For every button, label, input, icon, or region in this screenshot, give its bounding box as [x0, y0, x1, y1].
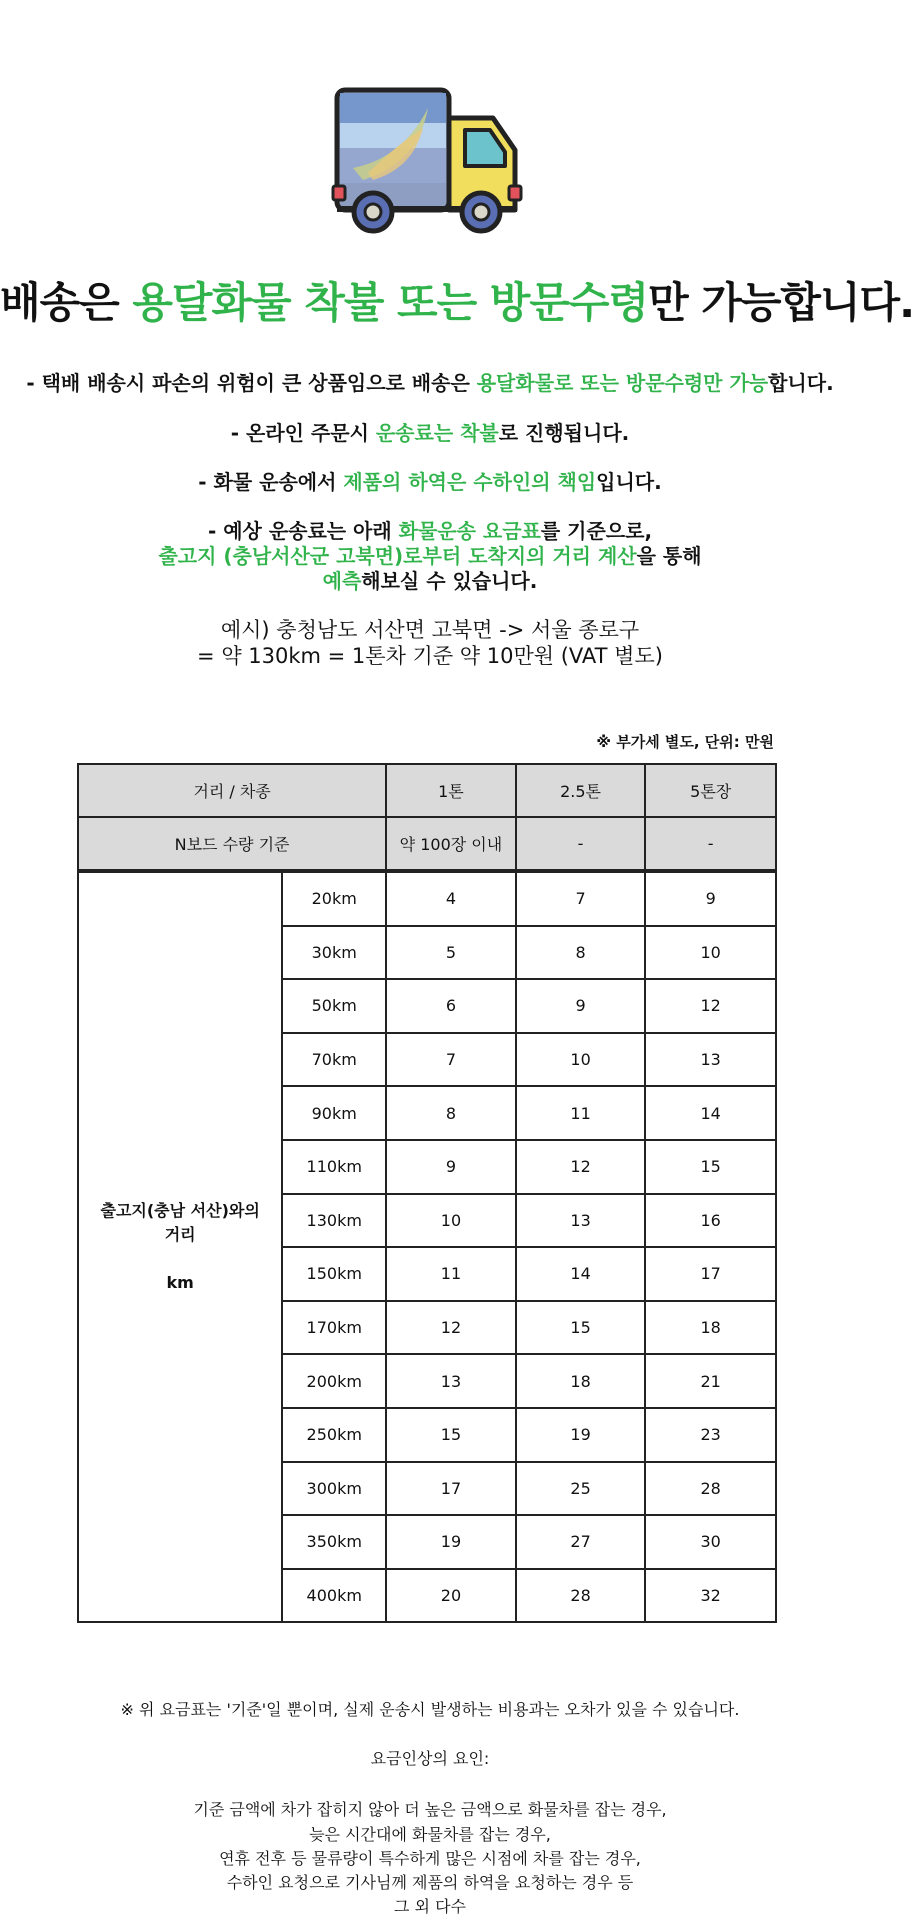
price-factor-4: 수하인 요청으로 기사님께 제품의 하역을 요청하는 경우 등 — [226, 1873, 634, 1892]
header-5ton: 5톤장 — [645, 764, 776, 817]
rate-1ton-cell: 8 — [386, 1086, 516, 1140]
distance-cell: 170km — [282, 1301, 386, 1355]
table-subheader-row — [78, 817, 776, 871]
headline-part1: 배송은 — [0, 278, 133, 327]
example-cost: = 약 130km = 1톤차 기준 약 10만원 (VAT 별도) — [197, 644, 663, 668]
rate-5ton-cell: 32 — [645, 1569, 776, 1623]
price-factor-2: 늦은 시간대에 화물차를 잡는 경우, — [309, 1825, 551, 1844]
rate-5ton-cell: 30 — [645, 1515, 776, 1569]
notice-text: - 온라인 주문시 — [230, 421, 376, 445]
row-label-line1: 출고지(충남 서산)와의 — [100, 1201, 260, 1221]
notice-freight-cod — [0, 417, 860, 446]
notice-text: 을 통해 — [636, 544, 702, 568]
rate-1ton-cell: 6 — [386, 979, 516, 1033]
rate-1ton-cell: 7 — [386, 1033, 516, 1087]
rate-2-5ton-cell: 12 — [516, 1140, 646, 1194]
subheader-2-5ton: - — [516, 817, 646, 871]
distance-row-label — [78, 871, 282, 1622]
notice-text: - 예상 운송료는 아래 — [207, 519, 399, 543]
distance-cell: 250km — [282, 1408, 386, 1462]
distance-cell: 20km — [282, 871, 386, 926]
rate-2-5ton-cell: 28 — [516, 1569, 646, 1623]
table-row — [78, 871, 776, 926]
rate-2-5ton-cell: 15 — [516, 1301, 646, 1355]
rate-1ton-cell: 4 — [386, 871, 516, 926]
rate-disclaimer: ※ 위 요금표는 '기준'일 뿐이며, 실제 운송시 발생하는 비용과는 오차가 있을 수 있습니다. — [120, 1700, 740, 1719]
notice-text: 를 기준으로, — [540, 519, 653, 543]
rate-1ton-cell: 15 — [386, 1408, 516, 1462]
example-route: 예시) 충청남도 서산면 고북면 -> 서울 종로구 — [220, 618, 640, 642]
rate-5ton-cell: 12 — [645, 979, 776, 1033]
notice-text: 입니다. — [596, 470, 662, 494]
notice-text: - 화물 운송에서 — [198, 470, 344, 494]
row-label-line2: 거리 — [164, 1225, 196, 1245]
notice-highlight: 화물운송 요금표 — [398, 519, 541, 543]
rate-1ton-cell: 9 — [386, 1140, 516, 1194]
subheader-board-quantity: N보드 수량 기준 — [78, 817, 386, 871]
notice-highlight: 용달화물로 또는 방문수령만 가능 — [476, 371, 769, 395]
headline-highlight: 용달화물 착불 또는 방문수령 — [132, 278, 649, 327]
headline-part2: 만 가능합니다. — [648, 278, 914, 327]
freight-rate-table — [77, 763, 777, 1623]
subheader-1ton: 약 100장 이내 — [386, 817, 516, 871]
rate-5ton-cell: 9 — [645, 871, 776, 926]
distance-cell: 90km — [282, 1086, 386, 1140]
rate-2-5ton-cell: 19 — [516, 1408, 646, 1462]
subheader-5ton: - — [645, 817, 776, 871]
price-factor-1: 기준 금액에 차가 잡히지 않아 더 높은 금액으로 화물차를 잡는 경우, — [193, 1800, 667, 1819]
table-header-row — [78, 764, 776, 817]
price-factor-5: 그 외 다수 — [394, 1897, 466, 1916]
rate-5ton-cell: 21 — [645, 1354, 776, 1408]
rate-1ton-cell: 10 — [386, 1194, 516, 1248]
notice-unloading — [0, 466, 860, 495]
distance-cell: 130km — [282, 1194, 386, 1248]
rate-2-5ton-cell: 25 — [516, 1462, 646, 1516]
distance-cell: 70km — [282, 1033, 386, 1087]
rate-2-5ton-cell: 10 — [516, 1033, 646, 1087]
rate-5ton-cell: 13 — [645, 1033, 776, 1087]
header-2-5ton: 2.5톤 — [516, 764, 646, 817]
rate-2-5ton-cell: 13 — [516, 1194, 646, 1248]
notice-highlight: 운송료는 착불 — [375, 421, 499, 445]
notice-highlight: 제품의 하역은 수하인의 책임 — [343, 470, 597, 494]
rate-2-5ton-cell: 11 — [516, 1086, 646, 1140]
distance-cell: 300km — [282, 1462, 386, 1516]
rate-5ton-cell: 18 — [645, 1301, 776, 1355]
rate-5ton-cell: 28 — [645, 1462, 776, 1516]
vat-unit-note: ※ 부가세 별도, 단위: 만원 — [596, 733, 774, 751]
distance-cell: 400km — [282, 1569, 386, 1623]
notice-highlight: 예측 — [322, 569, 362, 593]
notice-text: 합니다. — [768, 371, 834, 395]
rate-5ton-cell: 14 — [645, 1086, 776, 1140]
delivery-truck-icon — [333, 88, 523, 238]
rate-2-5ton-cell: 7 — [516, 871, 646, 926]
distance-cell: 350km — [282, 1515, 386, 1569]
rate-5ton-cell: 10 — [645, 926, 776, 980]
distance-cell: 30km — [282, 926, 386, 980]
rate-1ton-cell: 11 — [386, 1247, 516, 1301]
distance-cell: 110km — [282, 1140, 386, 1194]
distance-cell: 50km — [282, 979, 386, 1033]
price-factor-3: 연휴 전후 등 물류량이 특수하게 많은 시점에 차를 잡는 경우, — [219, 1849, 641, 1868]
notice-estimate-line3 — [0, 565, 860, 594]
rate-5ton-cell: 15 — [645, 1140, 776, 1194]
notice-text: - 택배 배송시 파손의 위험이 큰 상품임으로 배송은 — [26, 371, 477, 395]
notice-text: 해보실 수 있습니다. — [361, 569, 538, 593]
distance-cell: 200km — [282, 1354, 386, 1408]
notice-highlight: 출고지 (충남서산군 고북면)로부터 도착지의 거리 계산 — [158, 544, 637, 568]
row-label-unit: km — [166, 1273, 194, 1293]
rate-1ton-cell: 13 — [386, 1354, 516, 1408]
rate-1ton-cell: 20 — [386, 1569, 516, 1623]
rate-2-5ton-cell: 27 — [516, 1515, 646, 1569]
rate-2-5ton-cell: 9 — [516, 979, 646, 1033]
header-distance-vehicle: 거리 / 차종 — [78, 764, 386, 817]
price-factors-title: 요금인상의 요인: — [370, 1749, 490, 1768]
rate-1ton-cell: 17 — [386, 1462, 516, 1516]
rate-1ton-cell: 5 — [386, 926, 516, 980]
notice-text: 로 진행됩니다. — [498, 421, 630, 445]
distance-cell: 150km — [282, 1247, 386, 1301]
page-headline — [0, 270, 914, 330]
header-1ton: 1톤 — [386, 764, 516, 817]
rate-2-5ton-cell: 18 — [516, 1354, 646, 1408]
rate-2-5ton-cell: 8 — [516, 926, 646, 980]
rate-1ton-cell: 19 — [386, 1515, 516, 1569]
rate-5ton-cell: 16 — [645, 1194, 776, 1248]
rate-2-5ton-cell: 14 — [516, 1247, 646, 1301]
rate-1ton-cell: 12 — [386, 1301, 516, 1355]
rate-5ton-cell: 17 — [645, 1247, 776, 1301]
rate-5ton-cell: 23 — [645, 1408, 776, 1462]
notice-parcel-risk — [0, 367, 860, 396]
